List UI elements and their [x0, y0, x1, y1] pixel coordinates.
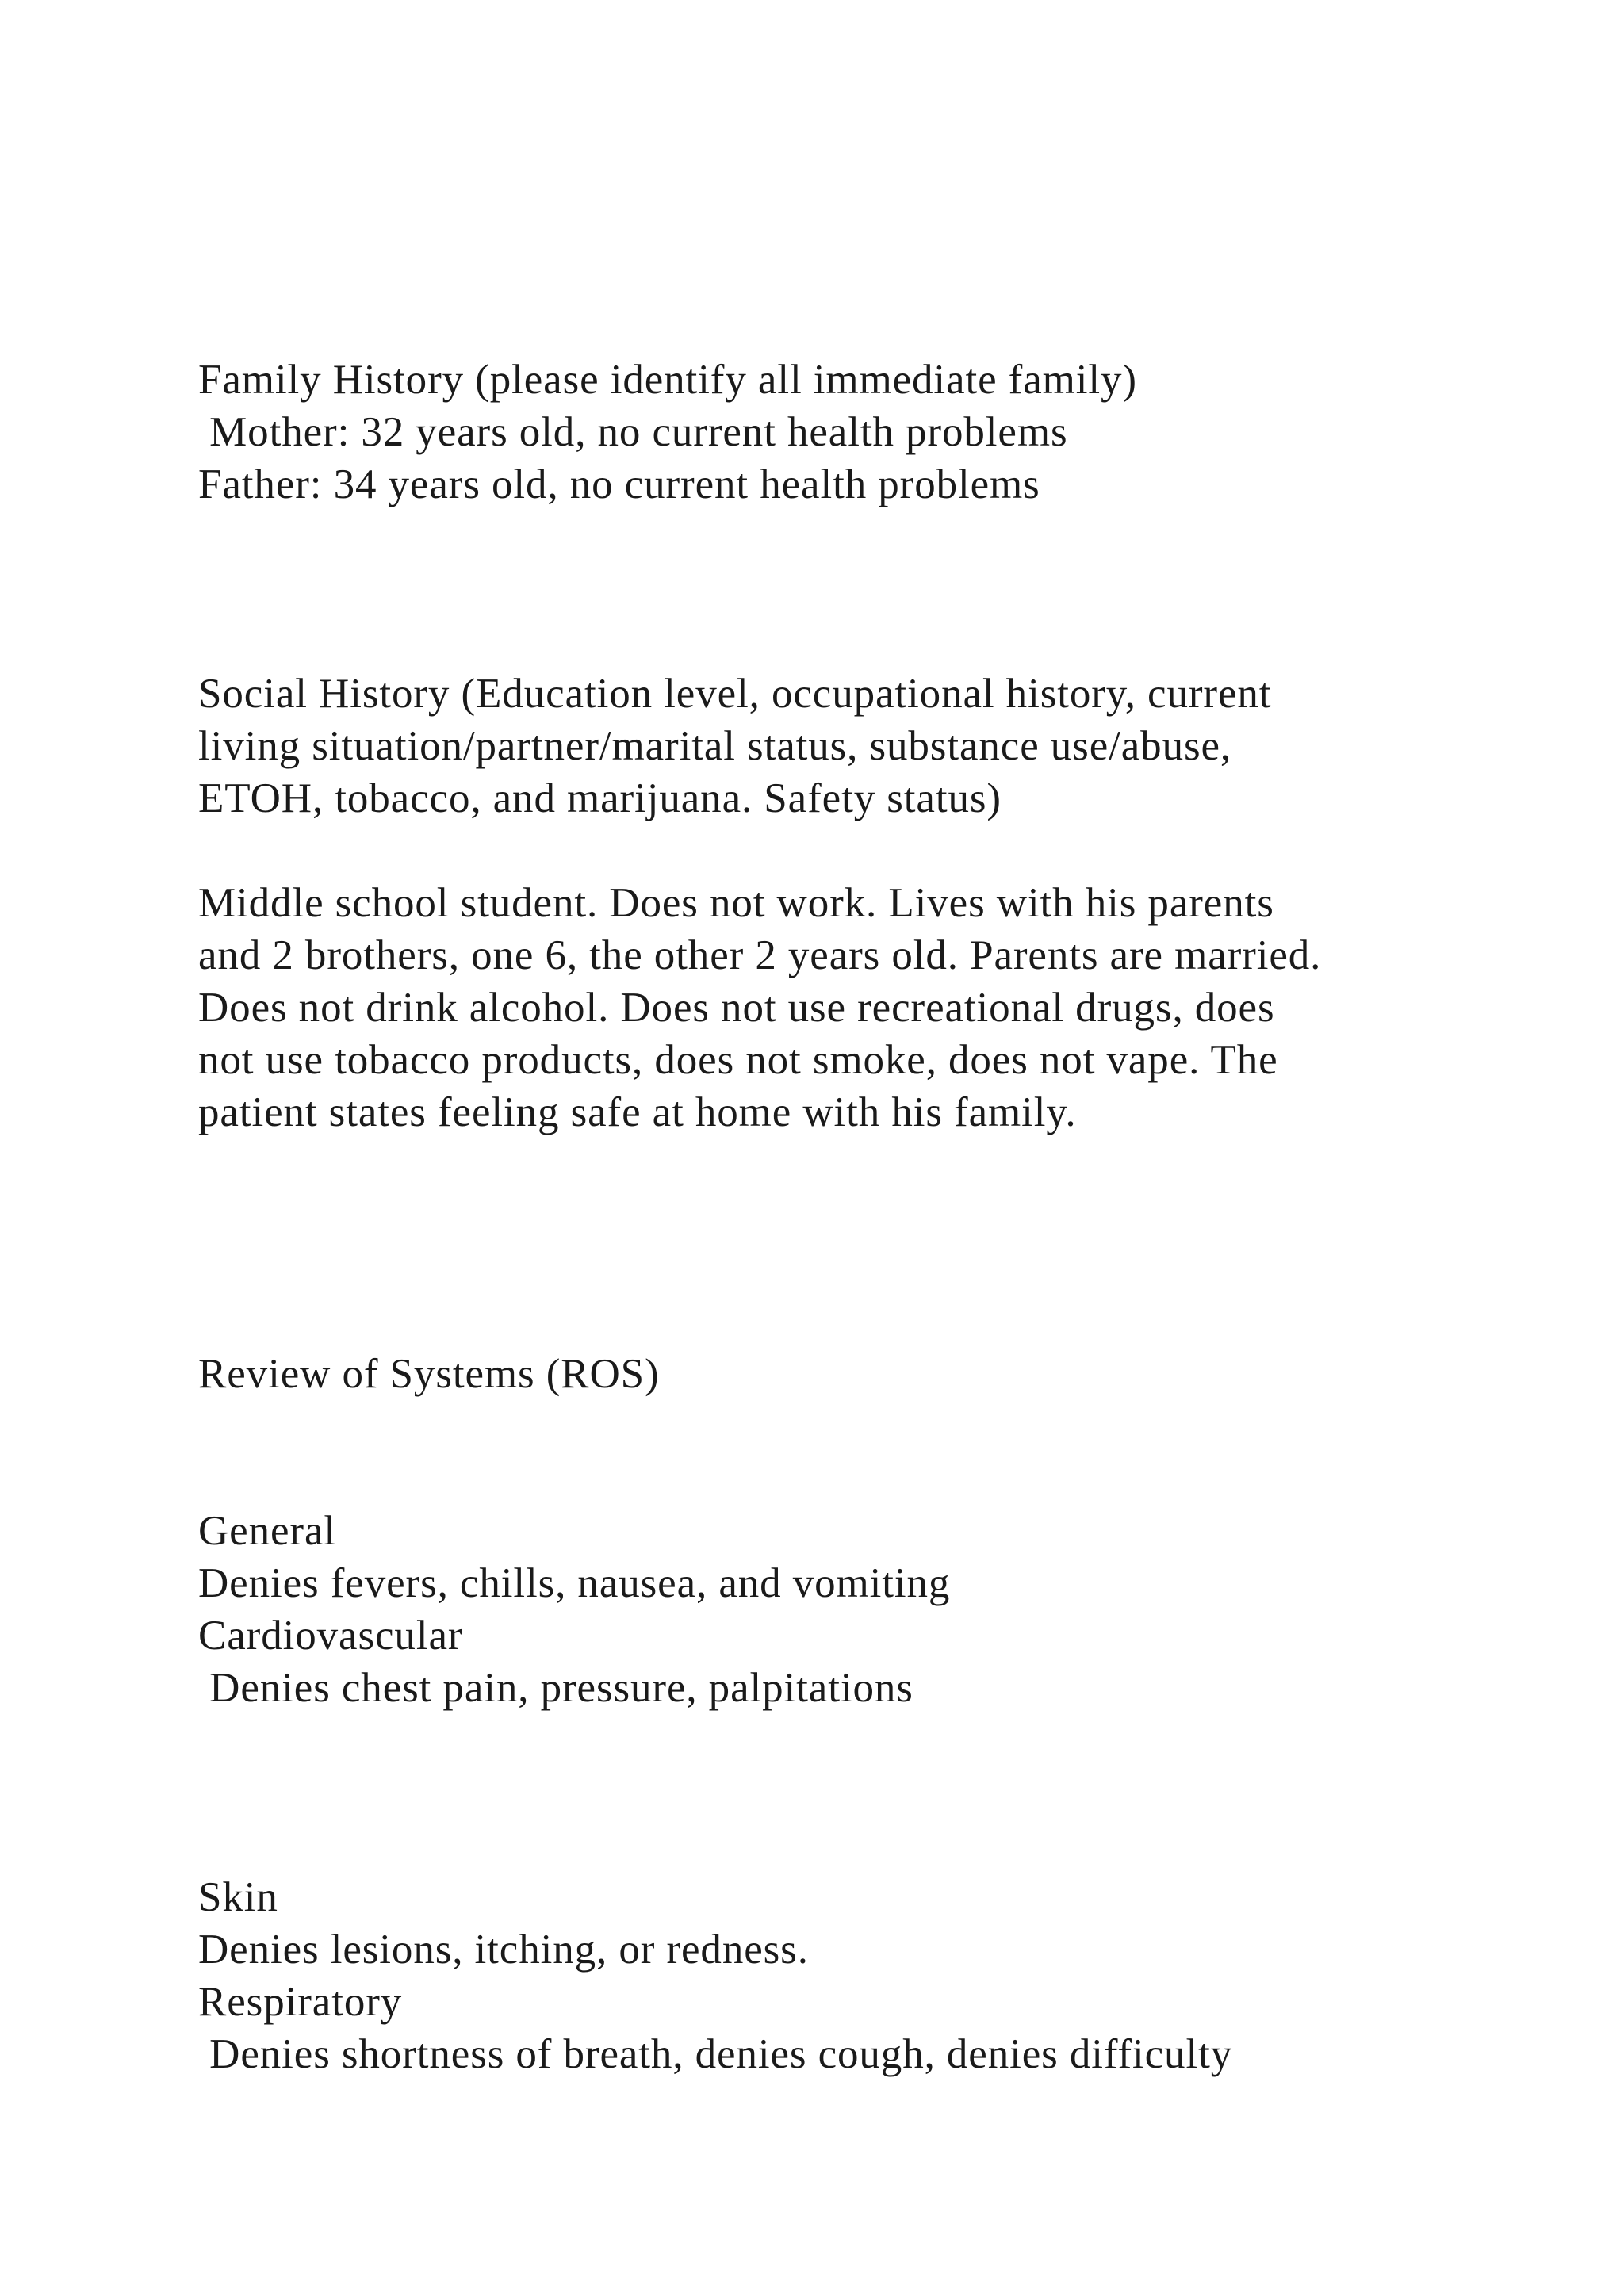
ros-heading: Review of Systems (ROS) — [198, 1351, 660, 1397]
family-history-heading: Family History (please identify all immediate family) — [198, 357, 1137, 403]
ros-general-label: General — [198, 1508, 337, 1554]
ros-general-text: Denies fevers, chills, nausea, and vomiting — [198, 1560, 951, 1606]
social-history-body-line-1: Middle school student. Does not work. Lives with his parents — [198, 880, 1274, 926]
social-history-heading-line-3: ETOH, tobacco, and marijuana. Safety status) — [198, 775, 1002, 821]
social-history-body-line-3: Does not drink alcohol. Does not use recreational drugs, does — [198, 985, 1275, 1031]
social-history-heading-line-2: living situation/partner/marital status, substance use/abuse, — [198, 723, 1232, 769]
ros-skin-text: Denies lesions, itching, or redness. — [198, 1927, 809, 1973]
social-history-heading-line-1: Social History (Education level, occupational history, current — [198, 671, 1272, 717]
family-history-father: Father: 34 years old, no current health problems — [198, 461, 1040, 507]
social-history-body-line-4: not use tobacco products, does not smoke, does not vape. The — [198, 1037, 1278, 1083]
ros-resp-text: Denies shortness of breath, denies cough, denies difficulty — [198, 2031, 1233, 2077]
social-history-body-line-5: patient states feeling safe at home with his family. — [198, 1089, 1077, 1135]
ros-resp-label: Respiratory — [198, 1979, 403, 2025]
ros-cardio-label: Cardiovascular — [198, 1613, 463, 1659]
social-history-body-line-2: and 2 brothers, one 6, the other 2 years old. Parents are married. — [198, 932, 1322, 978]
ros-cardio-text: Denies chest pain, pressure, palpitations — [198, 1665, 914, 1711]
family-history-mother: Mother: 32 years old, no current health problems — [198, 409, 1068, 455]
ros-skin-label: Skin — [198, 1874, 278, 1920]
